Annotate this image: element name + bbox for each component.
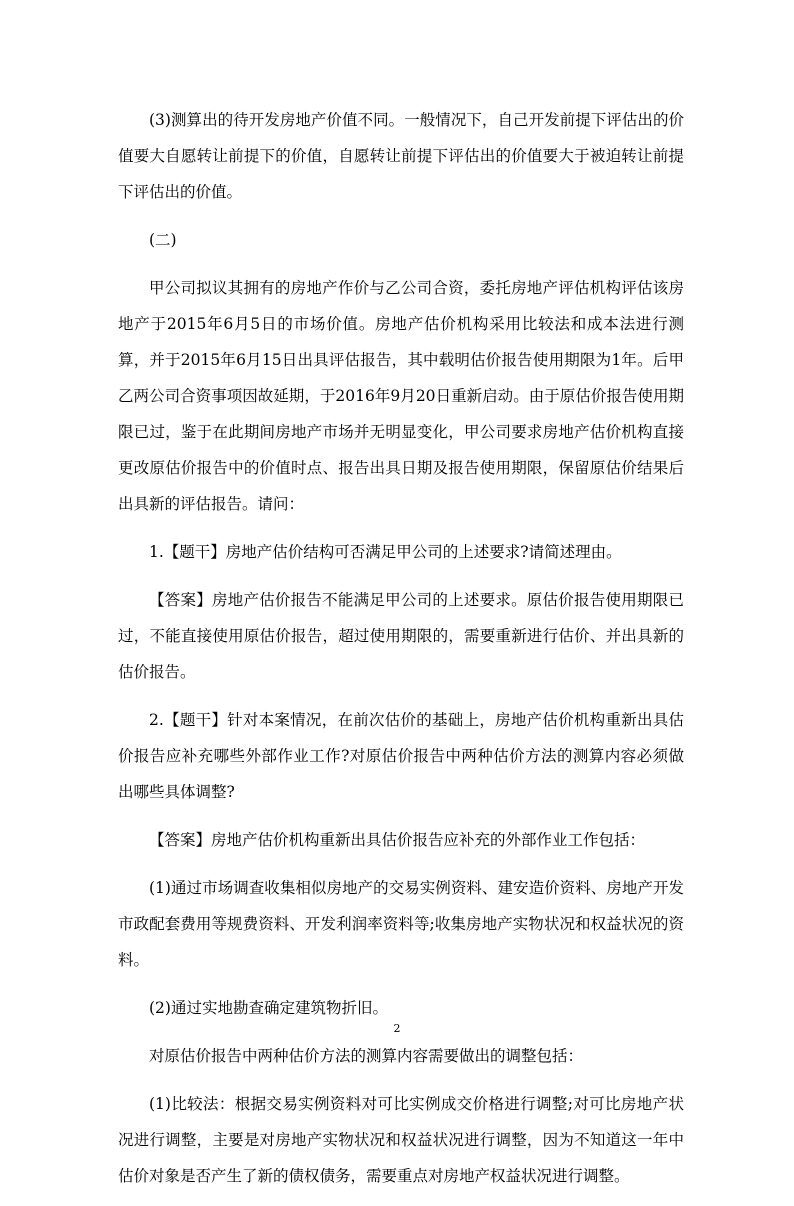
adjustment-intro: 对原估价报告中两种估价方法的测算内容需要做出的调整包括： [149, 1047, 584, 1065]
question-1: 1.【题干】房地产估价结构可否满足甲公司的上述要求?请简述理由。 [149, 543, 622, 561]
document-body [118, 102, 684, 1206]
paragraph-case-description: 甲公司拟议其拥有的房地产作价与乙公司合资，委托房地产评估机构评估该房地产于2015年6月5日的市场价值。房地产估价机构采用比较法和成本法进行测算，并于2015年6月15日出具评估报告，其中载明估价报告使用期限为1年。后甲乙两公司合资事项因故延期，于2016年9月20日重新启动。由于原估价报告使用期限已过，鉴于在此期间房地产市场并无明显变化，甲公司要求房地产估价机构直接更改原估价报告中的价值时点、报告出具日期及报告使用期限，保留原估价结果后出具新的评估报告。请问： [118, 279, 684, 513]
section-heading-two: (二) [149, 231, 177, 249]
answer-1: 【答案】房地产估价报告不能满足甲公司的上述要求。原估价报告使用期限已过，不能直接使用原估价报告，超过使用期限的，需要重新进行估价、并出具新的估价报告。 [118, 591, 684, 681]
question-2: 2.【题干】针对本案情况，在前次估价的基础上，房地产估价机构重新出具估价报告应补充哪些外部作业工作?对原估价报告中两种估价方法的测算内容必须做出哪些具体调整? [118, 711, 684, 801]
answer-2-intro: 【答案】房地产估价机构重新出具估价报告应补充的外部作业工作包括： [149, 831, 646, 849]
adjustment-item-1: (1)比较法：根据交易实例资料对可比实例成交价格进行调整;对可比房地产状况进行调整，主要是对房地产实物状况和权益状况进行调整，因为不知道这一年中估价对象是否产生了新的债权债务，需要重点对房地产权益状况进行调整。 [118, 1095, 684, 1185]
answer-2-item-1: (1)通过市场调查收集相似房地产的交易实例资料、建安造价资料、房地产开发市政配套费用等规费资料、开发利润率资料等;收集房地产实物状况和权益状况的资料。 [118, 879, 684, 969]
paragraph-valuation-difference: (3)测算出的待开发房地产价值不同。一般情况下，自己开发前提下评估出的价值要大自愿转让前提下的价值，自愿转让前提下评估出的价值要大于被迫转让前提下评估出的价值。 [118, 111, 684, 201]
answer-2-item-2: (2)通过实地勘查确定建筑物折旧。 [149, 999, 388, 1017]
page-number: 2 [393, 1022, 401, 1035]
